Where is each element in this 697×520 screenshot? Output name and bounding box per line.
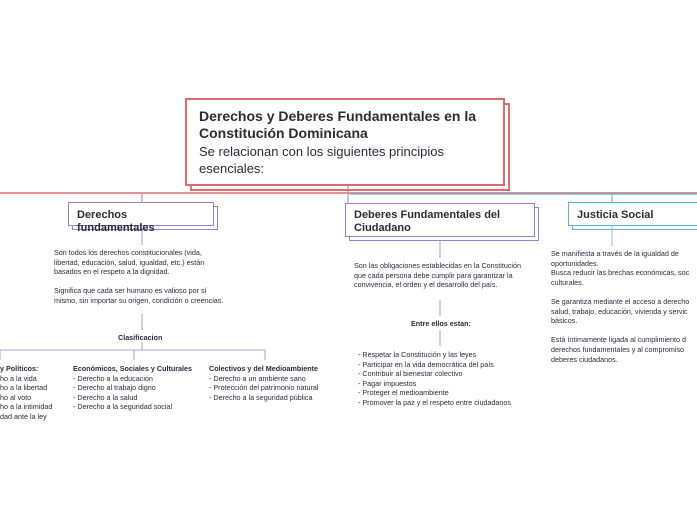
civiles-item: ho al voto bbox=[0, 392, 32, 402]
deberes-description: Son las obligaciones establecidas en la Constitución que cada persona debe cumplir para garantizar la convivencia, el orden y el desarrollo del país. bbox=[354, 261, 522, 290]
central-title: Derechos y Deberes Fundamentales en la Constitución Dominicana bbox=[199, 108, 476, 141]
central-subtitle: Se relacionan con los siguientes principios esenciales: bbox=[199, 144, 444, 176]
colectivos-title: Colectivos y del Medioambiente bbox=[209, 364, 319, 373]
derechos-topic[interactable] bbox=[68, 202, 214, 234]
colectivos-item: - Derecho a la seguridad pública bbox=[209, 392, 313, 402]
economicos-item: - Derecho al trabajo digno bbox=[73, 383, 156, 393]
civiles-item: dad ante la ley bbox=[0, 411, 47, 421]
deber-item: - Proteger el medioambiente bbox=[358, 388, 449, 398]
civiles-item: ho a la intimidad bbox=[0, 402, 53, 412]
clasificacion-label: Clasificacion bbox=[118, 333, 163, 342]
colectivos-item: - Protección del patrimonio natural bbox=[209, 383, 319, 393]
civiles-item: ho a la vida bbox=[0, 373, 37, 383]
deber-item: - Promover la paz y el respeto entre ciudadanos bbox=[358, 397, 512, 407]
justicia-description: Se manifiesta a través de la igualdad de oportunidades. Busca reducir las brechas económicas, soc culturales. Se garantiza mediante el acceso a derecho salud, trabajo, educación, vivienda y servic básicos. Está íntimamente ligada al cumplimiento d derechos fundamentales y al compromiso deberes ciudadanos. bbox=[551, 249, 690, 364]
economicos-item: - Derecho a la salud bbox=[73, 392, 138, 402]
deber-item: - Contribuir al bienestar colectivo bbox=[358, 369, 463, 379]
justicia-topic[interactable] bbox=[568, 202, 697, 226]
justicia-title: Justicia Social bbox=[577, 209, 654, 221]
deberes-list bbox=[358, 350, 538, 408]
economicos-item: - Derecho a la seguridad social bbox=[73, 402, 173, 412]
civiles-title: y Políticos: bbox=[0, 364, 39, 373]
derechos-description: Son todos los derechos constitucionales (vida, libertad, educación, salud, igualdad, etc.) están basados en el respeto a la dignidad. Significa que cada ser humano es valioso por sí mismo, sin importar su origen, condición o creencias. bbox=[54, 248, 224, 305]
deber-item: - Respetar la Constitución y las leyes bbox=[358, 350, 477, 359]
colectivos-group bbox=[209, 364, 339, 402]
entre-ellos-label: Entre ellos estan: bbox=[411, 319, 471, 328]
central-topic[interactable] bbox=[185, 98, 505, 186]
deber-item: - Participar en la vida democrática del país bbox=[358, 359, 494, 369]
economicos-group bbox=[73, 364, 203, 412]
civiles-item: ho a la libertad bbox=[0, 383, 48, 393]
civiles-group bbox=[0, 364, 70, 422]
deber-item: - Pagar impuestos bbox=[358, 378, 417, 388]
economicos-title: Económicos, Sociales y Culturales bbox=[73, 364, 193, 373]
colectivos-item: - Derecho a un ambiente sano bbox=[209, 373, 306, 383]
deberes-topic[interactable] bbox=[345, 203, 535, 237]
deberes-title: Deberes Fundamentales del Ciudadano bbox=[354, 209, 501, 234]
derechos-title: Derechos fundamentales bbox=[77, 209, 155, 234]
economicos-item: - Derecho a la educación bbox=[73, 373, 153, 383]
